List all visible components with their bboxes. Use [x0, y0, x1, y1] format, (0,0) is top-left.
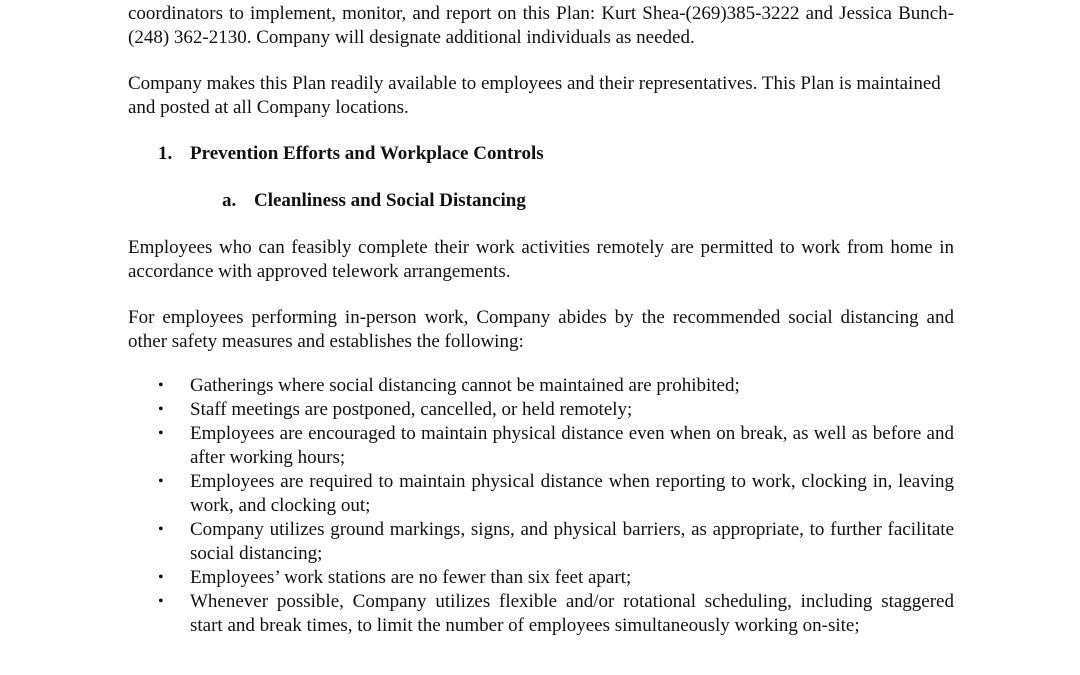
- subsection-heading-cleanliness: [222, 189, 526, 213]
- subsection-title: Cleanliness and Social Distancing: [254, 190, 526, 211]
- list-item: [158, 590, 954, 638]
- bullet-icon: •: [158, 425, 164, 442]
- list-item-text: Whenever possible, Company utilizes flexible and/or rotational scheduling, including staggered start and break times, to limit the number of employees simultaneously working on-site;: [190, 591, 954, 636]
- bullet-icon: •: [158, 593, 164, 610]
- intro-paragraph: coordinators to implement, monitor, and report on this Plan: Kurt Shea-(269)385-3222 and Jessica Bunch-(248) 362-2130. Company will designate additional individuals as needed.: [128, 3, 954, 48]
- availability-paragraph: Company makes this Plan readily available to employees and their representatives. This Plan is maintained and posted at all Company locations.: [128, 73, 941, 118]
- bullet-icon: •: [158, 401, 164, 418]
- section-number: 1.: [158, 143, 173, 164]
- list-item: [158, 422, 954, 470]
- in-person-work-paragraph: For employees performing in-person work, Company abides by the recommended social distancing and other safety measures and establishes the following:: [128, 307, 954, 352]
- bullet-icon: •: [158, 377, 164, 394]
- list-item: [158, 374, 954, 398]
- list-item-text: Company utilizes ground markings, signs, and physical barriers, as appropriate, to further facilitate social distancing;: [190, 519, 954, 564]
- list-item: [158, 566, 954, 590]
- remote-work-paragraph: Employees who can feasibly complete their work activities remotely are permitted to work from home in accordance with approved telework arrangements.: [128, 237, 954, 282]
- list-item: [158, 398, 954, 422]
- list-item-text: Gatherings where social distancing cannot be maintained are prohibited;: [190, 375, 740, 396]
- subsection-number: a.: [222, 190, 237, 211]
- list-item: [158, 518, 954, 566]
- bullet-icon: •: [158, 569, 164, 586]
- list-item: [158, 470, 954, 518]
- list-item-text: Employees are required to maintain physical distance when reporting to work, clocking in, leaving work, and clocking out;: [190, 471, 954, 516]
- section-heading-prevention: [158, 142, 544, 166]
- list-item-text: Staff meetings are postponed, cancelled, or held remotely;: [190, 399, 633, 420]
- list-item-text: Employees are encouraged to maintain physical distance even when on break, as well as before and after working hours;: [190, 423, 954, 468]
- section-title: Prevention Efforts and Workplace Controls: [190, 143, 544, 164]
- bullet-icon: •: [158, 473, 164, 490]
- list-item-text: Employees’ work stations are no fewer than six feet apart;: [190, 567, 632, 588]
- bullet-icon: •: [158, 521, 164, 538]
- safety-measures-list: [158, 374, 954, 638]
